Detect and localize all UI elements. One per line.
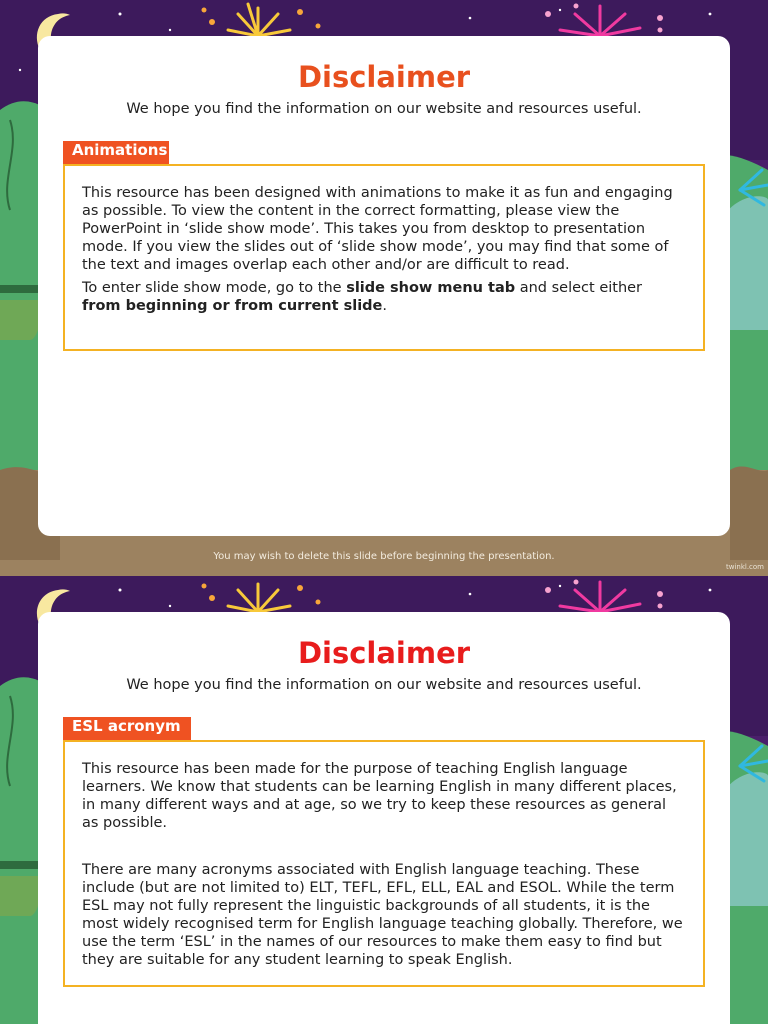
bush (0, 876, 42, 916)
text-span: . (382, 298, 387, 314)
content-box (63, 164, 705, 351)
text-span: and select either (515, 280, 643, 296)
bold-text: slide show menu tab (346, 280, 516, 296)
paragraph: There are many acronyms associated with English language teaching. These include (but are not limited to) ELT, TEFL, EFL, ELL, EAL and ESOL. While the term ESL may not fully represent the linguistic backgrounds of all students, it is the most widely recognised term for English language teaching globally. Therefore, we use the term ‘ESL’ in the names of our resources to make them easy to find but they are suitable for any student learning to speak English. (82, 862, 683, 968)
paragraph: This resource has been designed with animations to make it as fun and engaging as possible. To view the content in the correct formatting, please view the PowerPoint in ‘slide show mode’. This takes you from desktop to presentation mode. If you view the slides out of ‘slide show mode’, you may find that some of the text and images overlap each other and/or are difficult to read. (82, 185, 673, 273)
bold-text: from beginning or from current slide (82, 298, 383, 314)
bush (0, 300, 42, 340)
slide-esl-acronym (0, 576, 768, 1024)
text-span: To enter slide show mode, go to the (82, 280, 347, 296)
section-tab: Animations (63, 141, 169, 165)
disclaimer-card (38, 36, 730, 536)
subtitle-text: We hope you find the information on our website and resources useful. (126, 101, 642, 117)
brand-logo: twinkl.com (725, 563, 764, 571)
footer-note: You may wish to delete this slide before beginning the presentation. (213, 551, 555, 562)
subtitle-text: We hope you find the information on our website and resources useful. (126, 677, 642, 693)
page-title: Disclaimer (297, 636, 471, 670)
paragraph: This resource has been made for the purpose of teaching English language learners. We know that students can be learning English in many different places, in many different ways and at age, so we try to keep these resources as general as possible. (82, 761, 677, 831)
content-box (63, 740, 705, 987)
disclaimer-card (38, 612, 730, 1024)
page-title: Disclaimer (297, 60, 471, 94)
paragraph (82, 279, 685, 315)
section-tab: ESL acronym (63, 717, 191, 741)
